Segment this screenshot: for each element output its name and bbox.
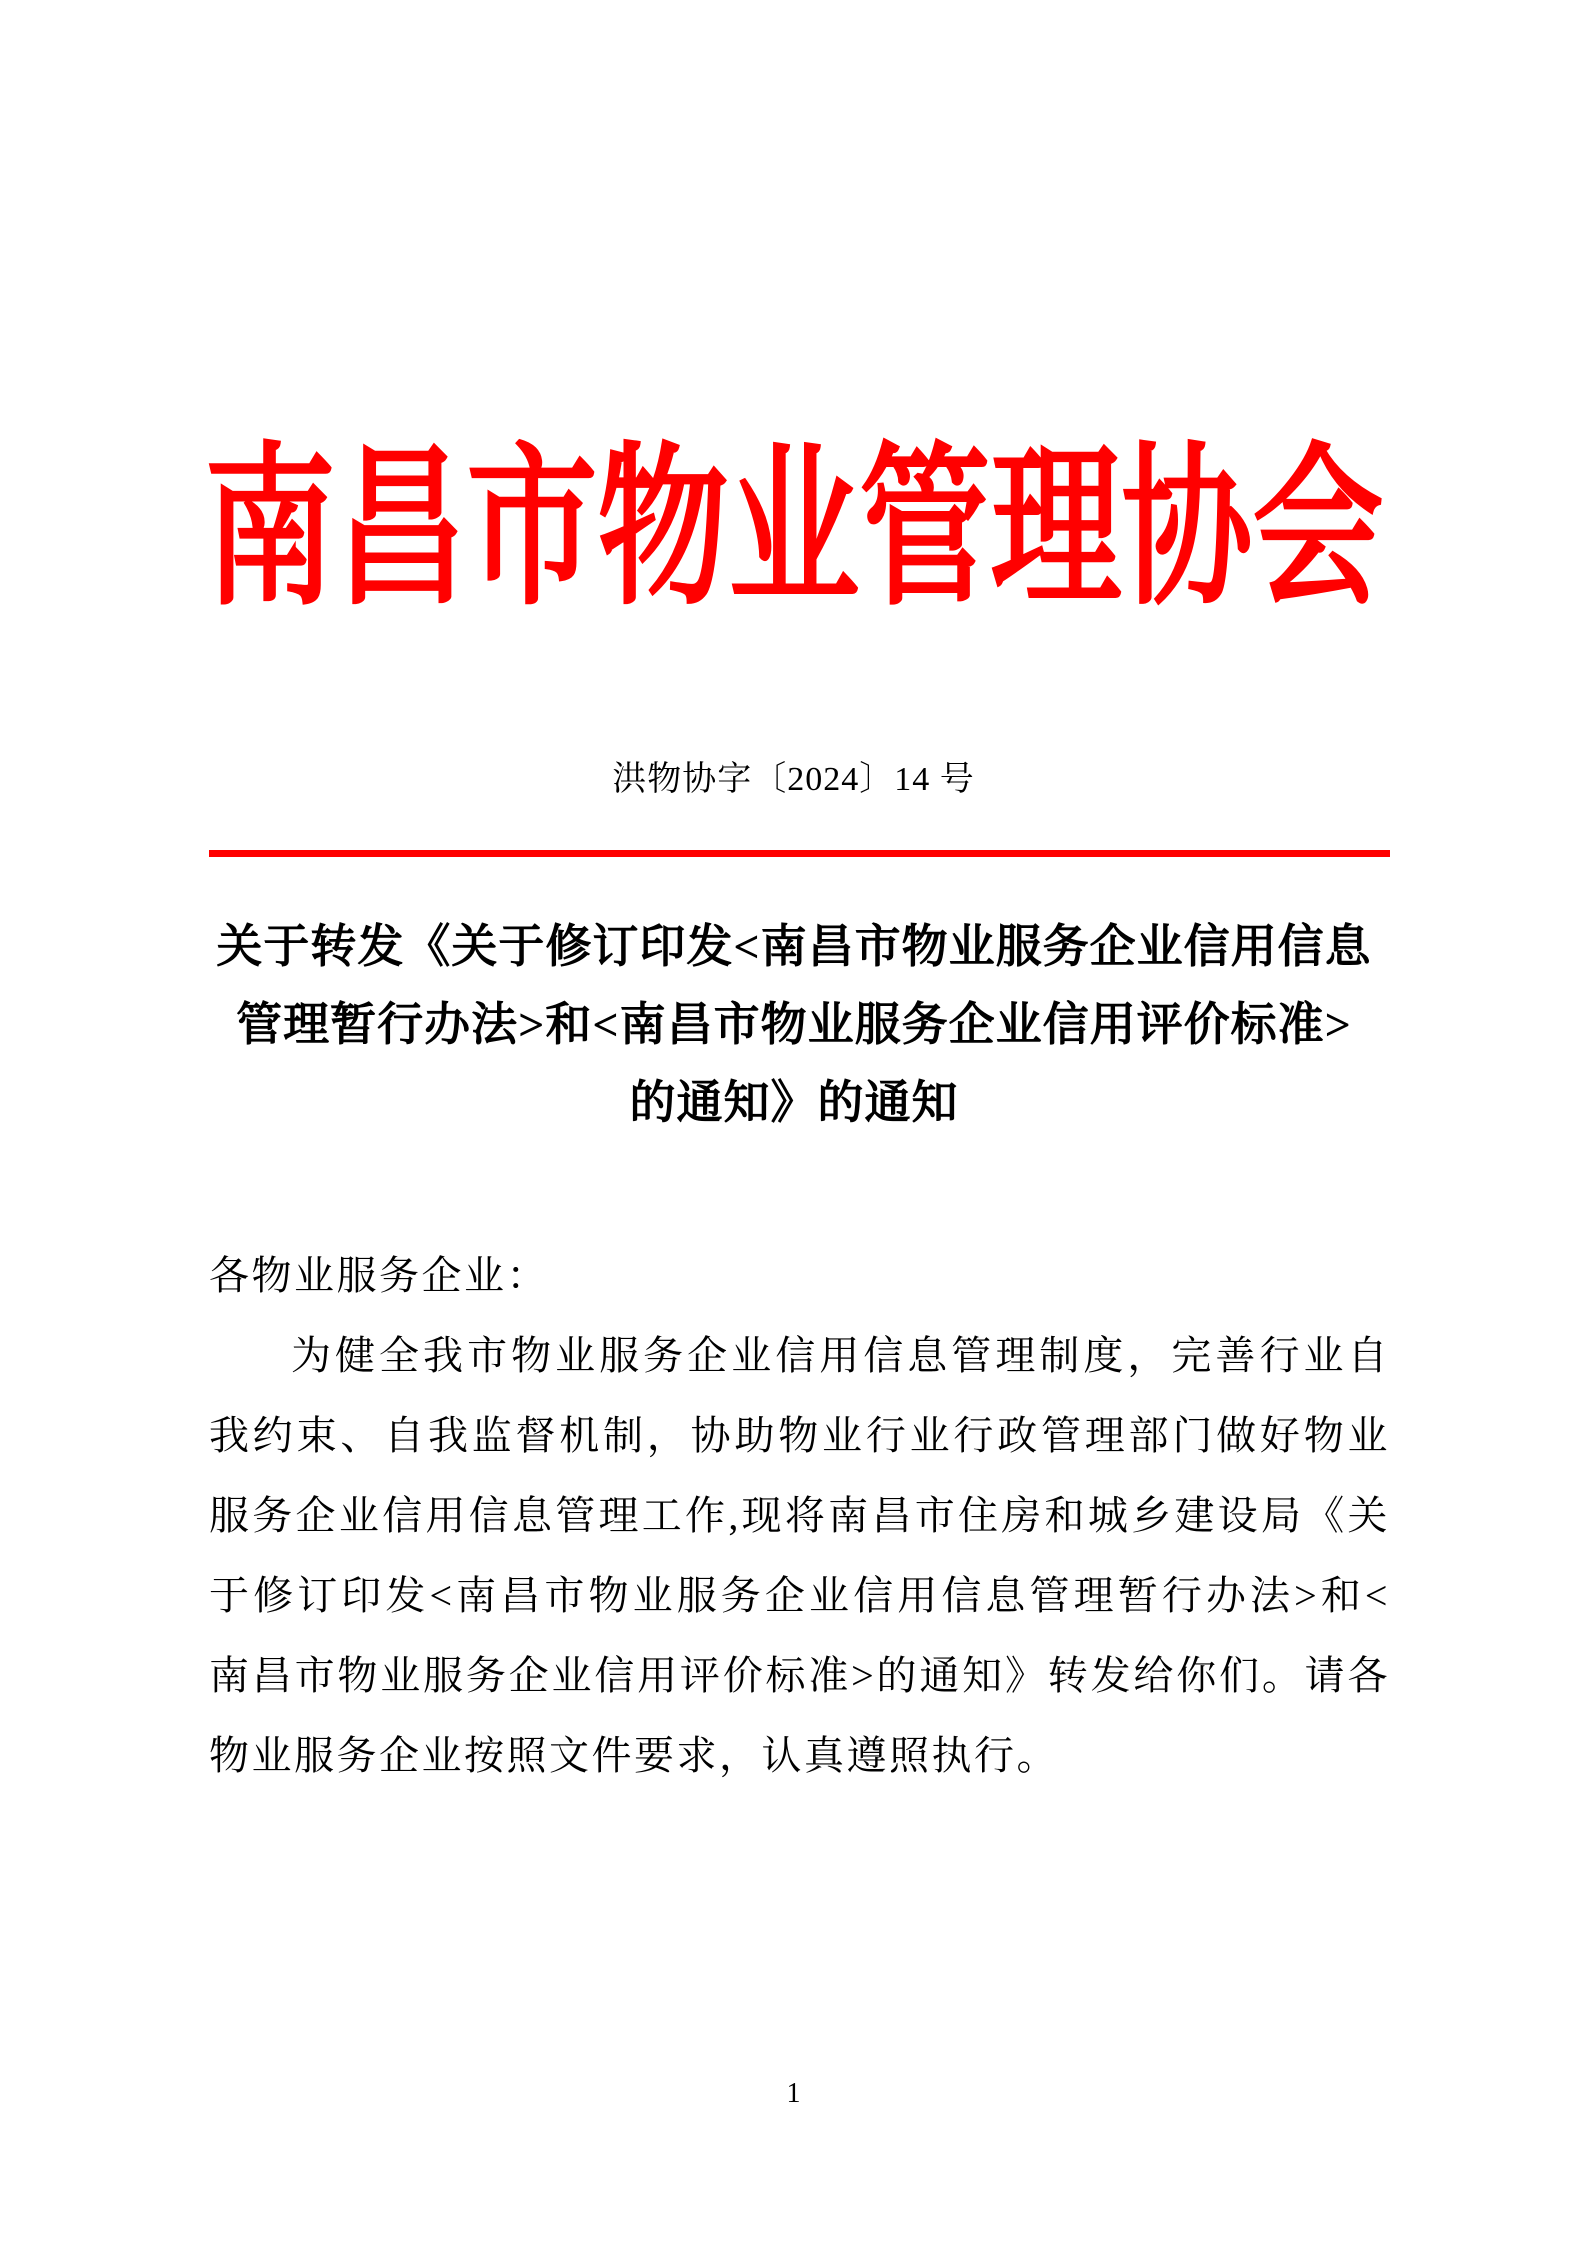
- document-title-line: 管理暂行办法>和<南昌市物业服务企业信用评价标准>: [236, 999, 1352, 1050]
- document-title: [203, 908, 1385, 1142]
- red-divider-line: [209, 850, 1390, 857]
- body-line: 为健全我市物业服务企业信用信息管理制度，完善行业自: [291, 1333, 1390, 1378]
- page-number: 1: [786, 2078, 801, 2109]
- document-number: 洪物协字〔2024〕14 号: [612, 761, 975, 798]
- document-title-line: 的通知》的通知: [629, 1077, 959, 1128]
- org-name-header: 南昌市物业管理协会: [204, 433, 1384, 627]
- salutation: 各物业服务企业：: [209, 1253, 549, 1298]
- body-line: 于修订印发<南昌市物业服务企业信用信息管理暂行办法>和<: [209, 1573, 1390, 1618]
- body-line: 南昌市物业服务企业信用评价标准>的通知》转发给你们。请各: [209, 1653, 1390, 1698]
- body-line: 我约束、自我监督机制，协助物业行业行政管理部门做好物业: [209, 1413, 1390, 1458]
- document-title-line: 关于转发《关于修订印发<南昌市物业服务企业信用信息: [216, 921, 1372, 972]
- document-body: [209, 1236, 1390, 1796]
- body-line: 物业服务企业按照文件要求，认真遵照执行。: [209, 1733, 1059, 1778]
- body-line: 服务企业信用信息管理工作,现将南昌市住房和城乡建设局《关: [209, 1493, 1390, 1538]
